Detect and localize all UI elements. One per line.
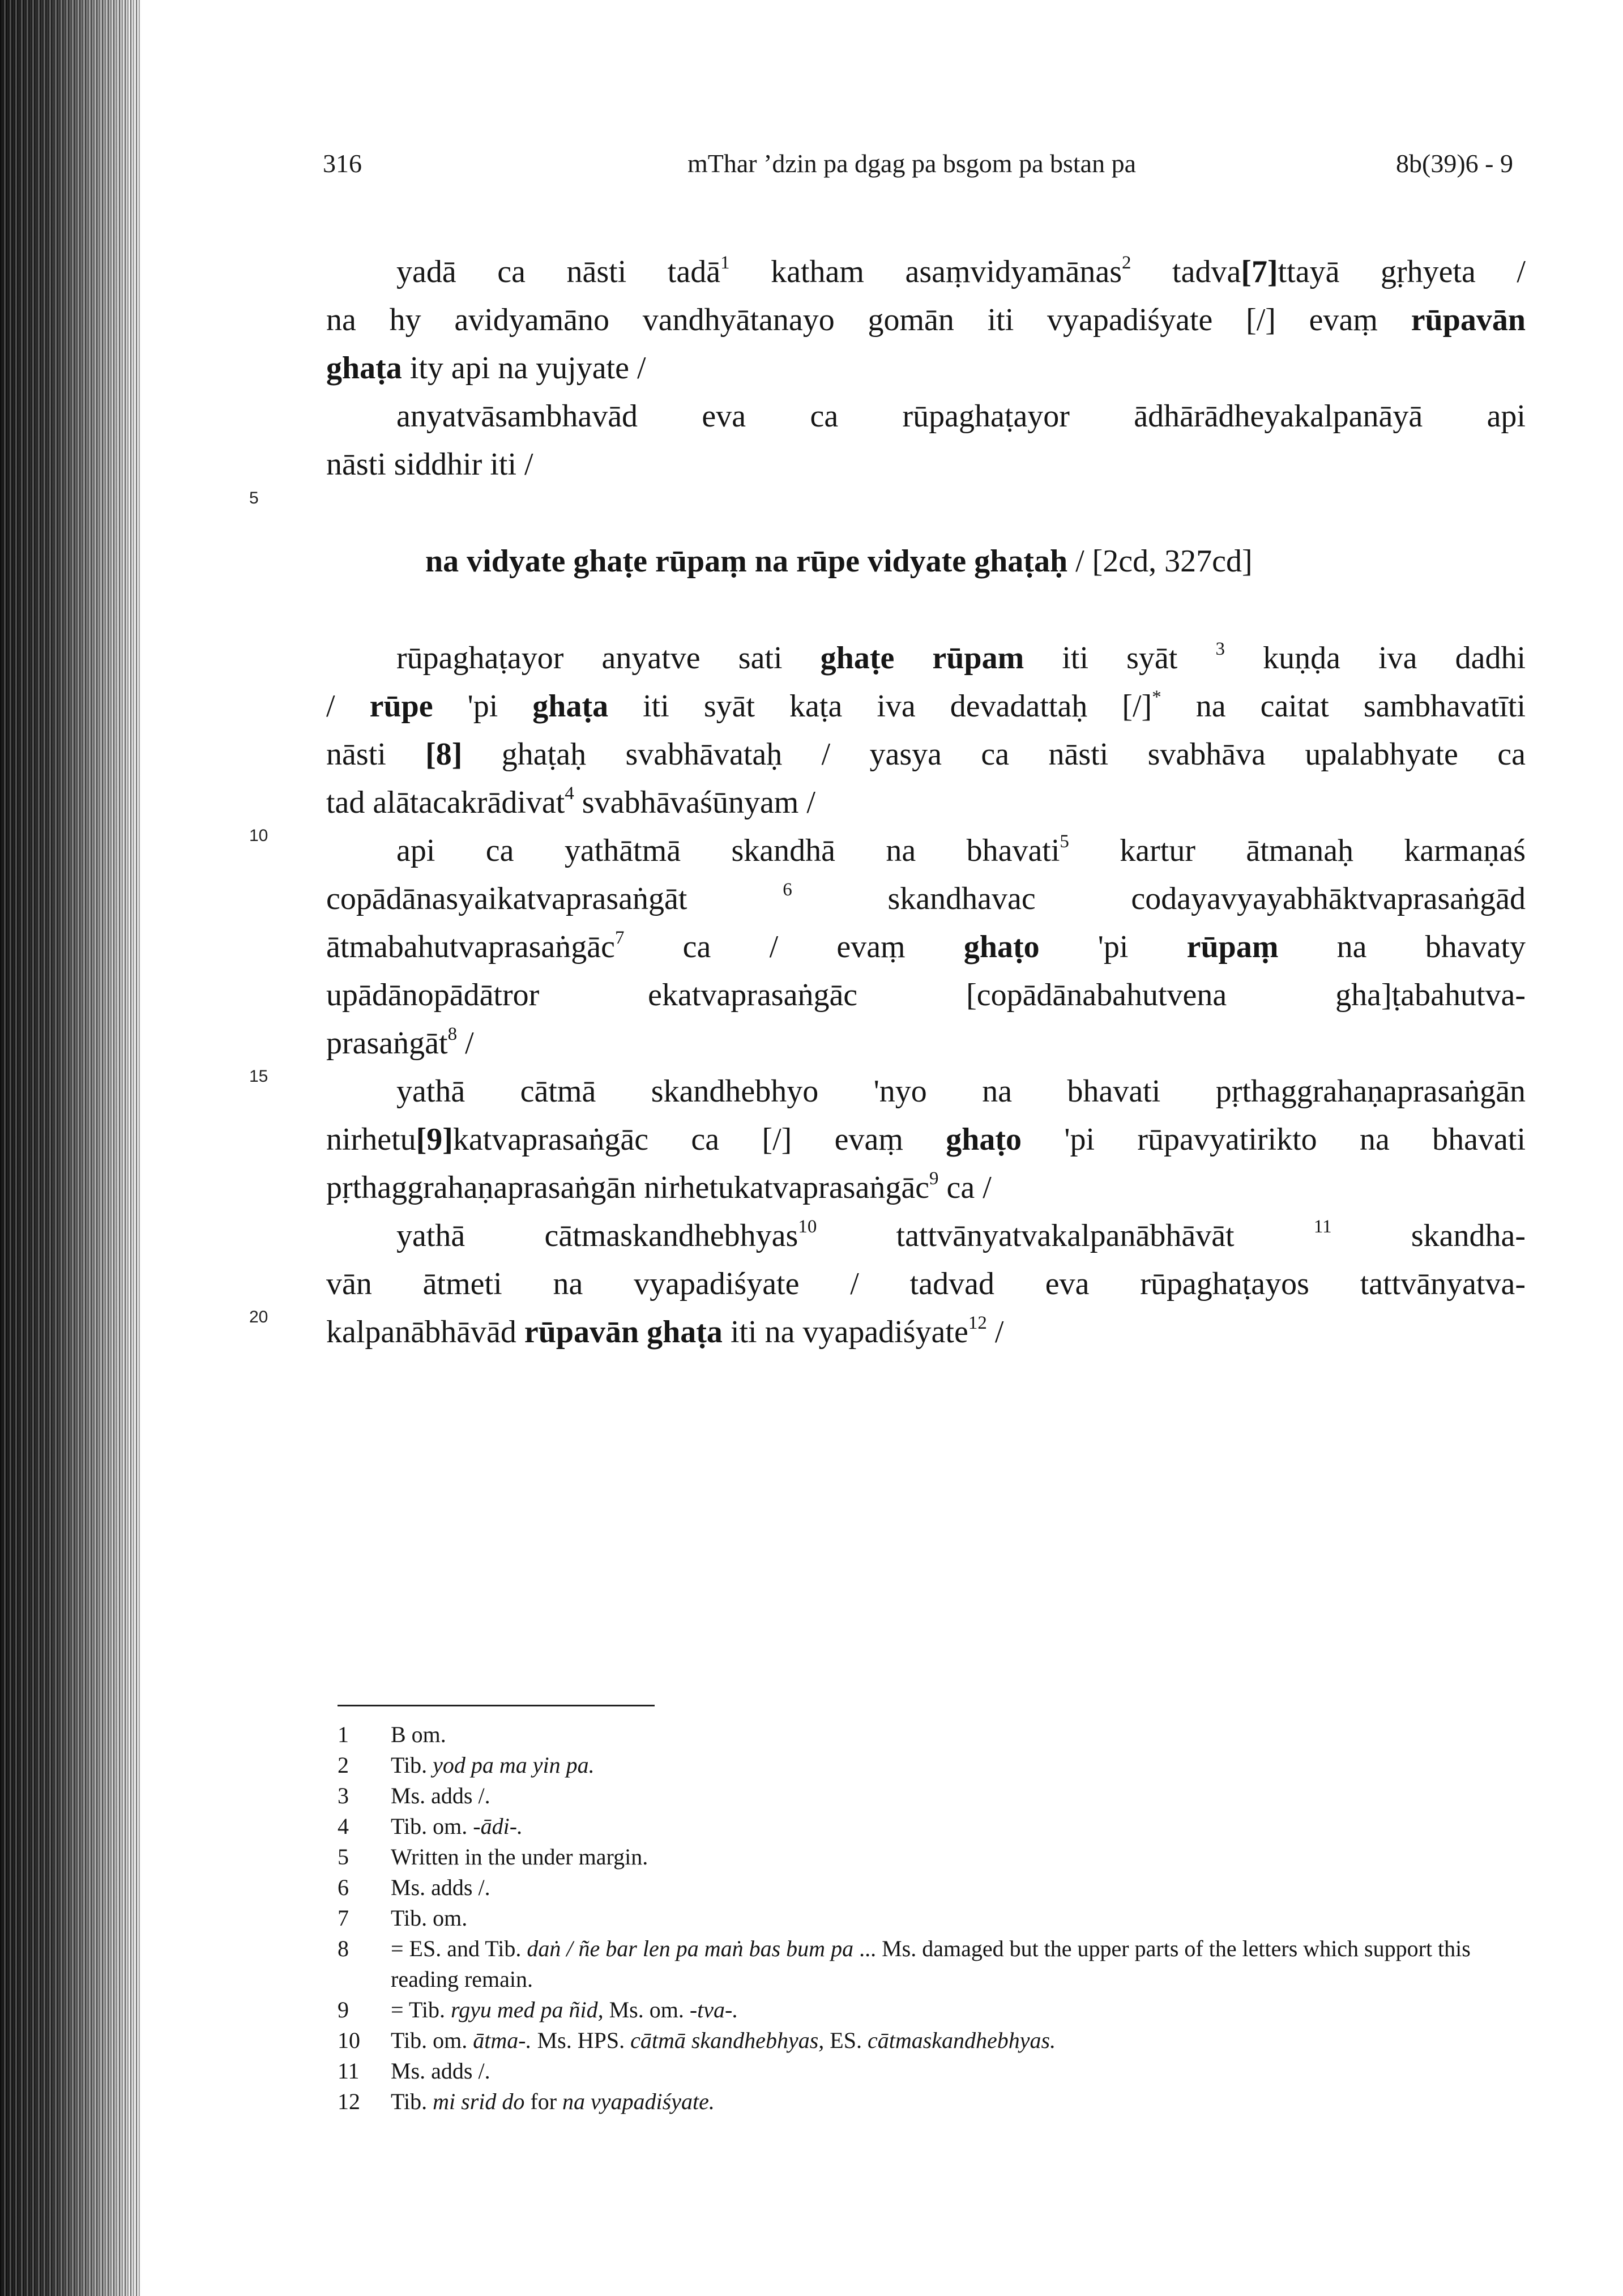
text-line-19: vān ātmeti na vyapadiśyate / tadvad eva rūpaghaṭayos tattvānyatva- [326,1266,1526,1301]
footnote-6: 6 Ms. adds /. [338,1875,490,1900]
line-number-20: 20 [249,1308,268,1326]
running-title: mThar ’dzin pa dgag pa bsgom pa bstan pa [687,149,1136,178]
verse-line: na vidyate ghaṭe rūpaṃ na rūpe vidyate ghaṭaḥ / [2cd, 327cd] [425,544,1253,579]
text-line-1: yadā ca nāsti tadā$^1$ katham asaṃvidyamānas$^2$ tadva[7]ttayā gṛhyeta / [396,253,1526,289]
footnote-4: 4 Tib. om. -ādi-. [338,1813,523,1839]
text-line-11: copādānasyaikatvaprasaṅgāt $^6$ skandhavac codayavyayabhāktvaprasaṅgād [326,880,1526,916]
line-number-15: 15 [249,1067,268,1086]
footnote-rule [338,1705,655,1706]
text-line-10: api ca yathātmā skandhā na bhavati$^5$ kartur ātmanaḥ karmaṇaś [396,831,1526,868]
text-line-2: na hy avidyamāno vandhyātanayo gomān iti vyapadiśyate [/] evaṃ rūpavān [326,302,1526,338]
footnote-5: 5 Written in the under margin. [338,1844,648,1870]
text-line-15: yathā cātmā skandhebhyo 'nyo na bhavati pṛthaggrahaṇaprasaṅgān [396,1074,1526,1109]
book-binding-shadow [0,0,142,2296]
line-number-5: 5 [249,489,259,507]
main-text [326,248,1526,1356]
text-line-13: upādānopādātror ekatvaprasaṅgāc [copādānabahutvena gha]ṭabahutva- [326,978,1526,1013]
footnote-2: 2 Tib. yod pa ma yin pa. [338,1752,595,1778]
page-number: 316 [323,149,362,178]
line-number-10: 10 [249,826,268,845]
footnote-1: 1 B om. [338,1722,446,1747]
footnote-9: 9 = Tib. rgyu med pa ñid, Ms. om. -tva-. [338,1997,738,2022]
footnote-10: 10 Tib. om. ātma-. Ms. HPS. cātmā skandhebhyas, ES. cātmaskandhebhyas. [338,2028,1056,2053]
text-line-4: anyatvāsambhavād eva ca rūpaghaṭayor ādhārādheyakalpanāyā api [396,399,1526,434]
text-line-17: pṛthaggrahaṇaprasaṅgān nirhetukatvaprasaṅgāc$^9$ ca / [326,1168,992,1205]
text-line-6: rūpaghaṭayor anyatve sati ghaṭe rūpam iti syāt $^3$ kuṇḍa iva dadhi [396,639,1526,676]
footnote-12: 12 Tib. mi srid do for na vyapadiśyate. [338,2089,715,2114]
text-line-5: nāsti siddhir iti / [326,447,533,482]
text-line-18: yathā cātmaskandhebhyas$^{10}$ tattvānyatvakalpanābhāvāt $^{11}$ skandha- [396,1217,1526,1253]
text-line-12: ātmabahutvaprasaṅgāc$^7$ ca / evaṃ ghaṭo 'pi rūpaṃ na bhavaty [326,928,1526,965]
footnotes [338,1719,1527,2117]
footnote-11: 11 Ms. adds /. [338,2058,490,2084]
text-line-8: nāsti [8] ghaṭaḥ svabhāvataḥ / yasya ca nāsti svabhāva upalabhyate ca [326,737,1526,772]
text-line-14: prasaṅgāt$^8$ / [326,1024,474,1061]
text-line-7: / rūpe 'pi ghaṭa iti syāt kaṭa iva devadattaḥ [/]* na caitat sambhavatīti [326,687,1526,724]
footnote-8: 8 = ES. and Tib. daṅ / ñe bar len pa maṅ bas bum pa ... Ms. damaged but the upper parts of the letters which support this reading remain. [338,1936,1471,1992]
text-line-9: tad alātacakrādivat$^4$ svabhāvaśūnyam / [326,783,815,820]
section-reference: 8b(39)6 - 9 [1396,149,1513,178]
text-line-20: kalpanābhāvād rūpavān ghaṭa iti na vyapadiśyate$^{12}$ / [326,1313,1004,1350]
footnote-3: 3 Ms. adds /. [338,1783,490,1808]
text-line-16: nirhetu[9]katvaprasaṅgāc ca [/] evaṃ ghaṭo 'pi rūpavyatirikto na bhavati [326,1122,1526,1157]
footnote-7: 7 Tib. om. [338,1905,468,1931]
text-line-3: ghaṭa ity api na yujyate / [326,351,646,386]
